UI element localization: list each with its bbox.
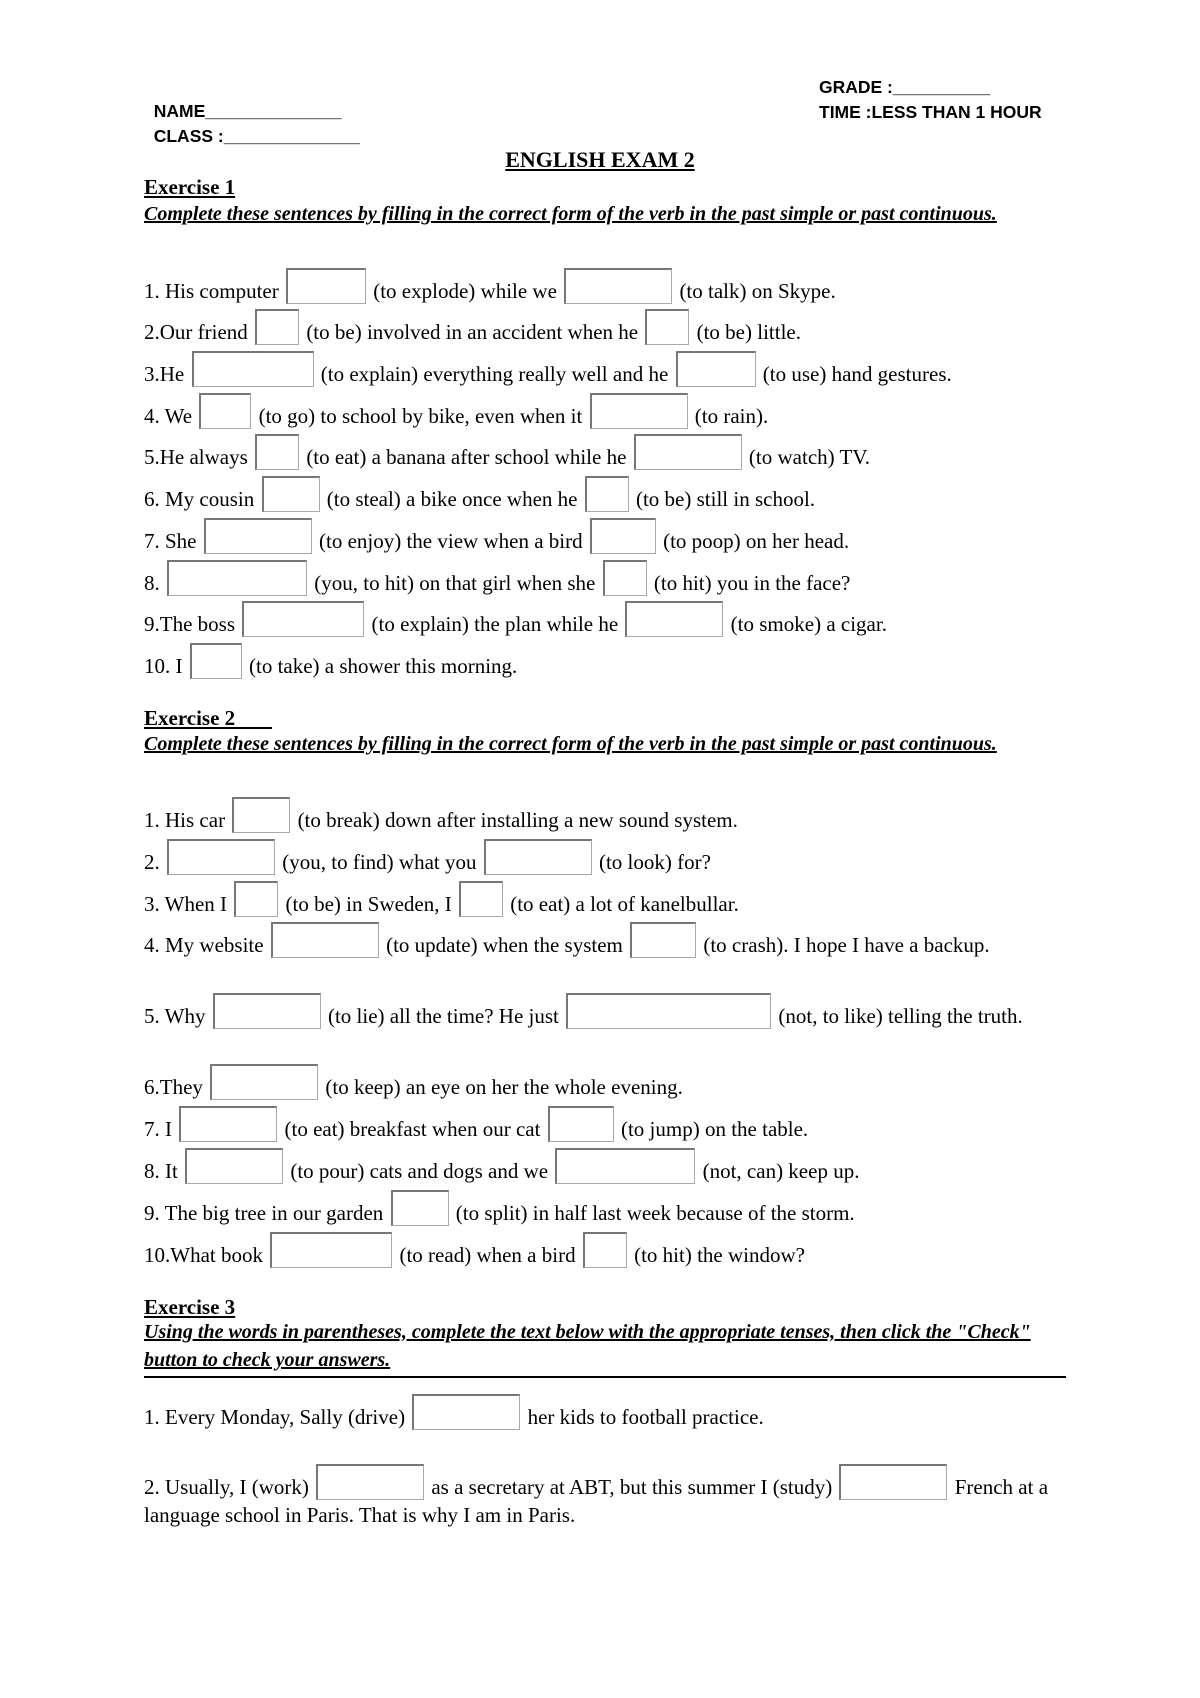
ex1-item-5-blank-2[interactable]: [634, 434, 742, 470]
ex1-item-3-text-b: (to explain) everything really well and he: [320, 362, 669, 386]
exercise-1-heading: Exercise 1: [144, 175, 236, 199]
ex1-item-2-blank-2[interactable]: [645, 309, 689, 345]
ex3-item-1-text-b: her kids to football practice.: [527, 1405, 764, 1429]
ex1-item-1-text-c: (to talk) on Skype.: [679, 279, 836, 303]
ex1-item-6-blank-2[interactable]: [585, 476, 629, 512]
ex2-item-9-blank-1[interactable]: [391, 1190, 449, 1226]
ex1-item-8-text-a: 8.: [144, 571, 160, 595]
ex2-item-7-blank-2[interactable]: [548, 1106, 614, 1142]
ex2-item-3-text-c: (to eat) a lot of kanelbullar.: [510, 892, 739, 916]
ex1-item-5-text-a: 5.He always: [144, 445, 248, 469]
ex1-item-2-text-a: 2.Our friend: [144, 320, 248, 344]
ex1-item-4-text-b: (to go) to school by bike, even when it: [258, 404, 583, 428]
exercise-2-instruction: Complete these sentences by filling in the correct form of the verb in the past simple or past continuous.: [144, 733, 997, 755]
ex1-item-1-text-b: (to explode) while we: [373, 279, 557, 303]
ex1-item-7-blank-2[interactable]: [590, 518, 656, 554]
ex3-item-2-text-b: as a secretary at ABT, but this summer I (study): [431, 1475, 833, 1499]
ex2-item-1-blank-1[interactable]: [232, 797, 290, 833]
ex1-item-9-text-a: 9.The boss: [144, 612, 235, 636]
exercise-3-instruction: Using the words in parentheses, complete the text below with the appropriate tenses, then click the "Check" button to check your answers.: [144, 1318, 1066, 1378]
ex2-item-2-text-a: 2.: [144, 850, 160, 874]
ex2-item-6-text-b: (to keep) an eye on her the whole evening.: [325, 1075, 683, 1099]
ex2-item-1-text-b: (to break) down after installing a new sound system.: [297, 808, 738, 832]
ex1-item-8: [144, 560, 1059, 597]
ex2-item-10-text-a: 10.What book: [144, 1243, 263, 1267]
ex1-item-10-text-a: 10. I: [144, 654, 183, 678]
ex1-item-4-blank-2[interactable]: [590, 393, 688, 429]
ex2-item-10-blank-1[interactable]: [270, 1232, 392, 1268]
ex2-item-2-text-b: (you, to find) what you: [282, 850, 477, 874]
ex2-item-10: [144, 1232, 1059, 1269]
ex2-item-7-text-a: 7. I: [144, 1117, 172, 1141]
ex1-item-7: [144, 518, 1059, 555]
ex2-item-5-blank-2[interactable]: [566, 993, 771, 1029]
ex1-item-10-text-b: (to take) a shower this morning.: [249, 654, 518, 678]
ex1-item-1: [144, 268, 1059, 305]
ex1-item-1-blank-1[interactable]: [286, 268, 366, 304]
ex1-item-2: [144, 309, 1059, 346]
ex2-item-4-blank-2[interactable]: [630, 922, 696, 958]
ex1-item-3-blank-1[interactable]: [192, 351, 314, 387]
ex1-item-4-blank-1[interactable]: [199, 393, 251, 429]
ex1-item-3-text-a: 3.He: [144, 362, 185, 386]
ex2-item-3-text-a: 3. When I: [144, 892, 228, 916]
ex2-item-9-text-a: 9. The big tree in our garden: [144, 1201, 384, 1225]
ex2-item-4-text-b: (to update) when the system: [386, 933, 623, 957]
ex1-item-6-text-c: (to be) still in school.: [635, 487, 816, 511]
ex1-item-2-text-b: (to be) involved in an accident when he: [306, 320, 639, 344]
ex3-item-2-text-c: French at a language school in Paris. That is why I am in Paris.: [144, 1475, 1049, 1527]
ex2-item-1: [144, 797, 1059, 834]
ex2-item-4: [144, 922, 1059, 959]
ex1-item-4: [144, 393, 1059, 430]
ex1-item-5: [144, 434, 1059, 471]
ex1-item-8-blank-2[interactable]: [603, 560, 647, 596]
ex1-item-8-text-b: (you, to hit) on that girl when she: [314, 571, 596, 595]
ex2-item-8-blank-2[interactable]: [555, 1148, 695, 1184]
ex2-item-2-blank-1[interactable]: [167, 839, 275, 875]
class-label: CLASS :______________: [153, 126, 360, 146]
ex2-item-5-blank-1[interactable]: [213, 993, 321, 1029]
ex1-item-9: [144, 601, 1059, 638]
ex2-item-4-blank-1[interactable]: [271, 922, 379, 958]
ex3-item-2-text-a: 2. Usually, I (work): [144, 1475, 309, 1499]
time-label: TIME :LESS THAN 1 HOUR: [819, 102, 1042, 122]
ex1-item-7-text-b: (to enjoy) the view when a bird: [319, 529, 583, 553]
ex1-item-9-blank-1[interactable]: [242, 601, 364, 637]
ex1-item-6-text-a: 6. My cousin: [144, 487, 255, 511]
ex1-item-1-blank-2[interactable]: [564, 268, 672, 304]
ex2-item-1-text-a: 1. His car: [144, 808, 226, 832]
ex1-item-6: [144, 476, 1059, 513]
ex2-item-10-blank-2[interactable]: [583, 1232, 627, 1268]
ex2-item-7-blank-1[interactable]: [179, 1106, 277, 1142]
ex1-item-9-text-b: (to explain) the plan while he: [371, 612, 619, 636]
ex1-item-6-blank-1[interactable]: [262, 476, 320, 512]
ex2-item-6-text-a: 6.They: [144, 1075, 203, 1099]
ex1-item-6-text-b: (to steal) a bike once when he: [326, 487, 578, 511]
ex2-item-7-text-b: (to eat) breakfast when our cat: [284, 1117, 541, 1141]
ex1-item-7-blank-1[interactable]: [204, 518, 312, 554]
ex1-item-3-blank-2[interactable]: [676, 351, 756, 387]
name-label: NAME______________: [153, 101, 342, 121]
ex2-item-3: [144, 881, 1059, 918]
grade-label: GRADE :__________: [819, 77, 991, 97]
ex2-item-5: [144, 993, 1059, 1030]
ex1-item-2-text-c: (to be) little.: [696, 320, 801, 344]
ex2-item-3-blank-1[interactable]: [234, 881, 278, 917]
ex2-item-8-blank-1[interactable]: [185, 1148, 283, 1184]
ex1-item-9-blank-2[interactable]: [625, 601, 723, 637]
ex2-item-6: [144, 1064, 1059, 1101]
ex1-item-5-text-b: (to eat) a banana after school while he: [306, 445, 627, 469]
ex2-item-5-text-a: 5. Why: [144, 1004, 206, 1028]
page-title: ENGLISH EXAM 2: [505, 147, 695, 172]
ex1-item-10-blank-1[interactable]: [190, 643, 242, 679]
ex2-item-7-text-c: (to jump) on the table.: [620, 1117, 809, 1141]
ex1-item-5-text-c: (to watch) TV.: [748, 445, 871, 469]
ex1-item-10: [144, 643, 1059, 680]
ex2-item-3-blank-2[interactable]: [459, 881, 503, 917]
ex2-item-8-text-c: (not, can) keep up.: [702, 1159, 860, 1183]
ex1-item-4-text-a: 4. We: [144, 404, 193, 428]
ex2-item-7: [144, 1106, 1059, 1143]
ex1-item-7-text-a: 7. She: [144, 529, 197, 553]
ex2-item-6-blank-1[interactable]: [210, 1064, 318, 1100]
ex1-item-7-text-c: (to poop) on her head.: [663, 529, 850, 553]
ex1-item-9-text-c: (to smoke) a cigar.: [730, 612, 887, 636]
ex2-item-8: [144, 1148, 1059, 1185]
ex1-item-1-text-a: 1. His computer: [144, 279, 279, 303]
ex2-item-2-blank-2[interactable]: [484, 839, 592, 875]
ex1-item-8-blank-1[interactable]: [167, 560, 307, 596]
exercise-1-instruction: Complete these sentences by filling in the correct form of the verb in the past simple or past continuous.: [144, 203, 997, 225]
ex2-item-10-text-c: (to hit) the window?: [634, 1243, 805, 1267]
ex2-item-4-text-c: (to crash). I hope I have a backup.: [703, 933, 990, 957]
ex2-item-2-text-c: (to look) for?: [598, 850, 711, 874]
ex2-item-3-text-b: (to be) in Sweden, I: [285, 892, 452, 916]
ex2-item-10-text-b: (to read) when a bird: [399, 1243, 576, 1267]
ex3-item-1: [144, 1394, 1059, 1431]
ex3-item-2: [144, 1464, 1059, 1529]
ex3-item-1-text-a: 1. Every Monday, Sally (drive): [144, 1405, 406, 1429]
ex2-item-5-text-c: (not, to like) telling the truth.: [778, 1004, 1023, 1028]
ex2-item-9: [144, 1190, 1059, 1227]
exercise-3-heading: Exercise 3: [144, 1295, 236, 1319]
ex1-item-8-text-c: (to hit) you in the face?: [653, 571, 851, 595]
ex2-item-5-text-b: (to lie) all the time? He just: [327, 1004, 559, 1028]
ex3-item-2-blank-2[interactable]: [839, 1464, 947, 1500]
ex2-item-8-text-a: 8. It: [144, 1159, 178, 1183]
ex1-item-2-blank-1[interactable]: [255, 309, 299, 345]
ex2-item-8-text-b: (to pour) cats and dogs and we: [290, 1159, 549, 1183]
ex3-item-1-blank-1[interactable]: [412, 1394, 520, 1430]
ex1-item-4-text-c: (to rain).: [694, 404, 769, 428]
exercise-2-heading: Exercise 2: [144, 706, 272, 730]
ex2-item-2: [144, 839, 1059, 876]
ex2-item-9-text-b: (to split) in half last week because of the storm.: [455, 1201, 855, 1225]
ex1-item-3-text-c: (to use) hand gestures.: [762, 362, 952, 386]
ex1-item-3: [144, 351, 1059, 388]
ex2-item-4-text-a: 4. My website: [144, 933, 264, 957]
ex1-item-5-blank-1[interactable]: [255, 434, 299, 470]
ex3-item-2-blank-1[interactable]: [316, 1464, 424, 1500]
